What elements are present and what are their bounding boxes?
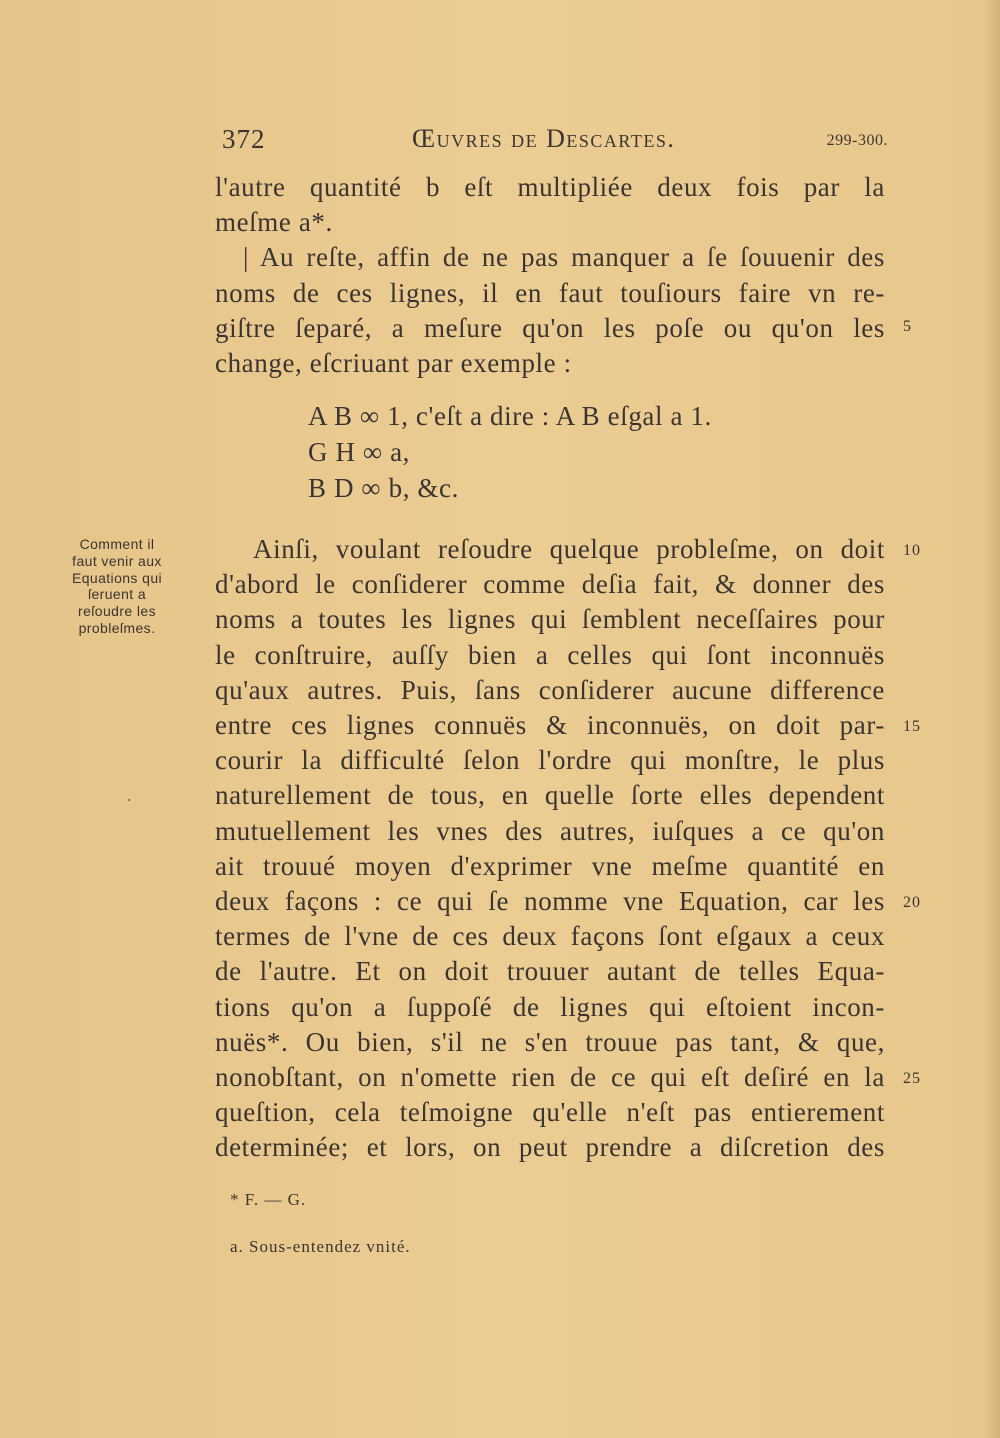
paragraph-1 bbox=[215, 170, 885, 381]
line-number: 10 bbox=[903, 542, 921, 559]
text-line: de l'autre. Et on doit trouuer autant de telles Equa- bbox=[215, 956, 885, 987]
text-line: change, eſcriuant par exemple : bbox=[215, 348, 572, 379]
text-line: deux façons : ce qui ſe nomme vne Equation, car les bbox=[215, 886, 885, 917]
text-line: le conſtruire, auſſy bien a celles qui ſont inconnuës bbox=[215, 639, 885, 670]
paragraph-2 bbox=[215, 532, 885, 1166]
text-line: noms a toutes les lignes qui ſemblent neceſſaires pour bbox=[215, 604, 885, 635]
page-edge-shadow bbox=[982, 0, 1000, 1438]
text-line: determinée; et lors, on peut prendre a diſcretion des bbox=[215, 1132, 885, 1163]
text-line: nonobſtant, on n'omette rien de ce qui eſt deſiré en la bbox=[215, 1062, 885, 1093]
margin-note-line: Equations qui bbox=[71, 569, 163, 586]
line-number: 15 bbox=[903, 718, 921, 735]
running-head bbox=[222, 124, 888, 158]
text-line: entre ces lignes connuës & inconnuës, on doit par- bbox=[215, 710, 885, 741]
line-number: 20 bbox=[903, 894, 921, 911]
margin-note-line: Comment il bbox=[79, 536, 155, 552]
book-title: Œuvres de Descartes. bbox=[412, 124, 676, 153]
formula-line: G H ∞ a, bbox=[308, 437, 411, 467]
formula-line: A B ∞ 1, c'eſt a dire : A B eſgal a 1. bbox=[308, 401, 712, 431]
formula-block bbox=[308, 398, 712, 506]
text-line: nuës*. Ou bien, s'il ne s'en trouue pas tant, & que, bbox=[215, 1026, 885, 1057]
text-line: queſtion, cela teſmoigne qu'elle n'eſt pas entierement bbox=[215, 1097, 885, 1128]
ink-speck bbox=[128, 799, 130, 801]
margin-note bbox=[52, 536, 182, 637]
text-line: | Au reſte, affin de ne pas manquer a ſe ſouuenir des bbox=[243, 242, 885, 273]
text-line: Ainſi, voulant reſoudre quelque probleſme, on doit bbox=[253, 534, 885, 564]
footnote-a bbox=[230, 1237, 411, 1257]
line-number: 25 bbox=[903, 1070, 921, 1087]
formula-line: B D ∞ b, &c. bbox=[308, 473, 459, 503]
margin-note-line: ſeruent a bbox=[87, 586, 147, 603]
text-line: naturellement de tous, en quelle ſorte elles dependent bbox=[215, 780, 885, 811]
text-line: courir la difficulté ſelon l'ordre qui monſtre, le plus bbox=[215, 745, 885, 776]
text-line: mutuellement les vnes des autres, iuſques a ce qu'on bbox=[215, 815, 885, 846]
text-line: l'autre quantité b eſt multipliée deux fois par la bbox=[215, 172, 885, 202]
text-line: ait trouué moyen d'exprimer vne meſme quantité en bbox=[215, 850, 885, 881]
text-line: meſme a*. bbox=[215, 207, 333, 238]
text-line: qu'aux autres. Puis, ſans conſiderer aucune difference bbox=[215, 674, 885, 705]
text-line: noms de ces lignes, il en faut touſiours faire vn re- bbox=[215, 277, 885, 308]
footnote-star bbox=[230, 1190, 306, 1210]
line-number: 5 bbox=[903, 318, 912, 335]
text-line: d'abord le conſiderer comme deſia fait, & donner des bbox=[215, 569, 885, 600]
page-range: 299-300. bbox=[826, 132, 888, 149]
footnote-line: a. Sous-entendez vnité. bbox=[230, 1237, 411, 1256]
text-line: giſtre ſeparé, a meſure qu'on les poſe ou qu'on les bbox=[215, 312, 885, 343]
text-line: tions qu'on a ſuppoſé de lignes qui eſtoient incon- bbox=[215, 991, 885, 1022]
margin-note-line: probleſmes. bbox=[78, 619, 156, 636]
page-number: 372 bbox=[222, 124, 266, 154]
margin-note-line: faut venir aux bbox=[72, 552, 162, 569]
footnote-line: * F. — G. bbox=[230, 1190, 307, 1209]
margin-note-line: reſoudre les bbox=[78, 603, 156, 620]
text-line: termes de l'vne de ces deux façons ſont eſgaux a ceux bbox=[215, 921, 885, 952]
